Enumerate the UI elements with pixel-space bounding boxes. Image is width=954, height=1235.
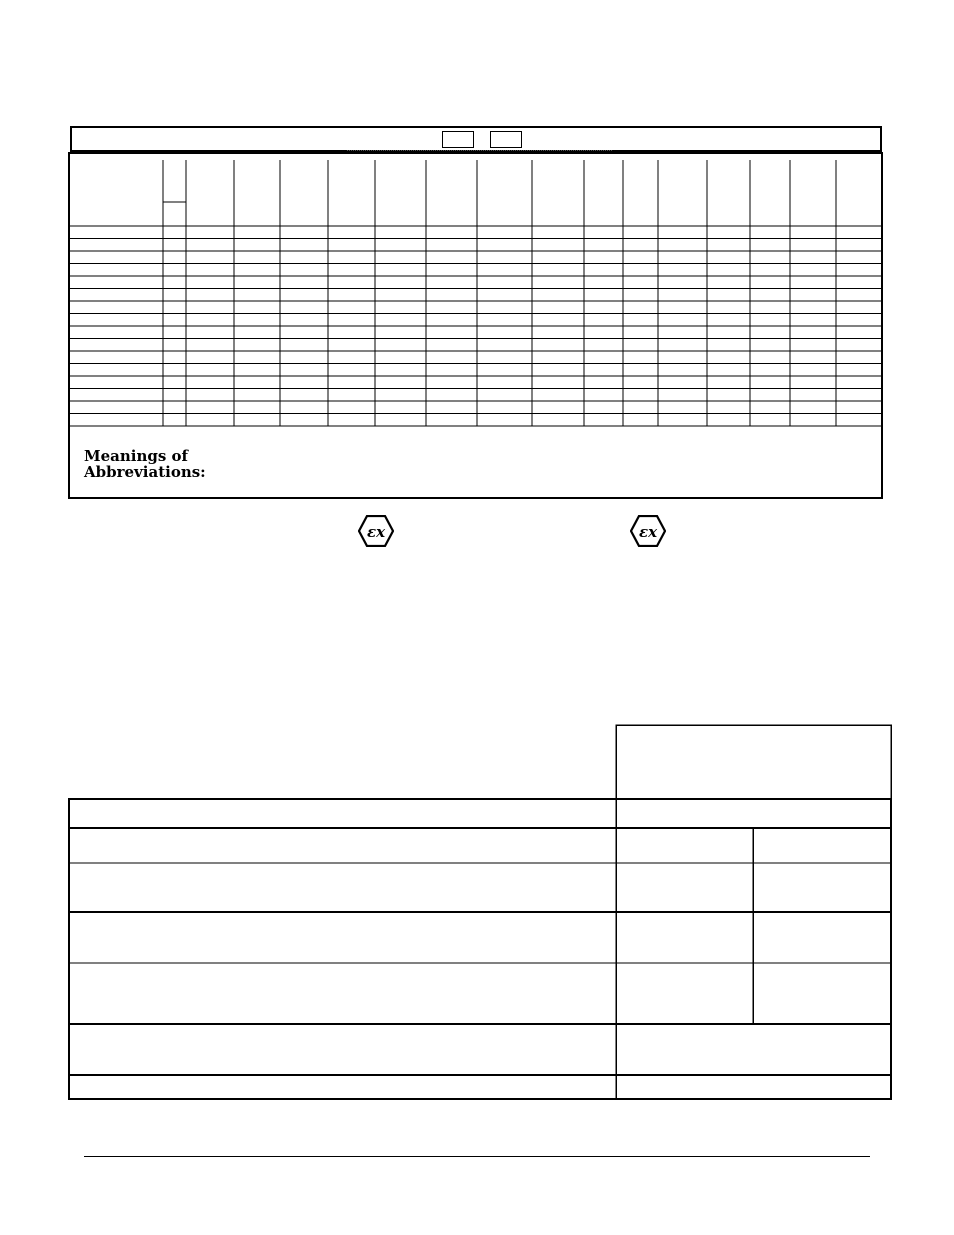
data-table (68, 152, 883, 499)
title-field-box-2[interactable] (490, 131, 522, 148)
ex-hexagon-icon (358, 515, 394, 547)
abbreviations-label-line2: Abbreviations: (84, 463, 206, 481)
footer-rule (84, 1156, 870, 1157)
svg-text:εx: εx (366, 523, 386, 541)
svg-text:εx: εx (638, 523, 658, 541)
ex-hexagon-icon (630, 515, 666, 547)
data-table-grid (70, 154, 881, 497)
table-title-bar (70, 126, 882, 152)
abbreviations-label-line1: Meanings of (84, 447, 188, 465)
title-field-box-1[interactable] (442, 131, 474, 148)
abbreviations-label (84, 448, 206, 480)
